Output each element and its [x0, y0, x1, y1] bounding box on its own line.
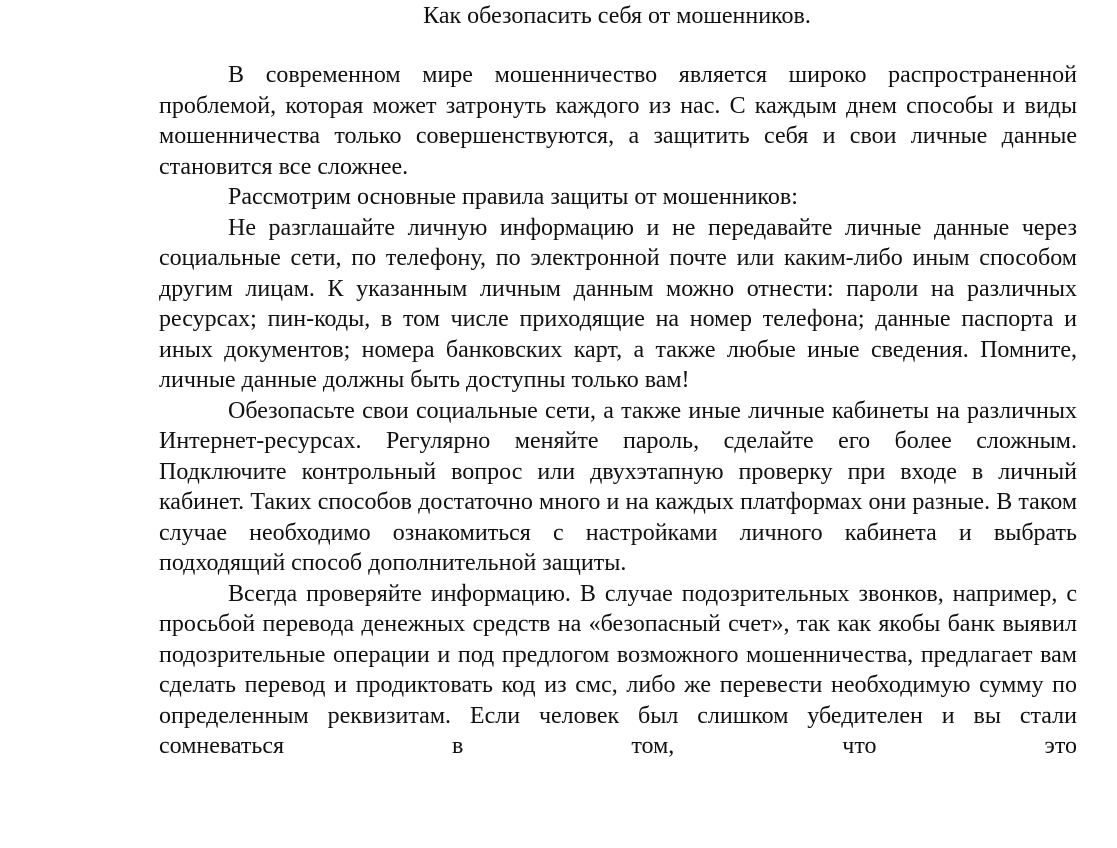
document-title: Как обезопасить себя от мошенников. — [423, 3, 811, 29]
paragraph-verify-information: Всегда проверяйте информацию. В случае подозрительных звонков, например, с просьбой перевода денежных средств на «безопасный счет», так как якобы банк выявил подозрительные операции и под предлогом возможного мошенничества, предлагает вам сделать перевод и продиктовать код из смс, либо же перевести необходимую сумму по определенным реквизитам. Если человек был слишком убедителен и вы стали сомневаться в том, что это — [159, 580, 1077, 759]
document-body — [159, 60, 1077, 762]
paragraph-secure-accounts: Обезопасьте свои социальные сети, а также иные личные кабинеты на различных Интернет-ресурсах. Регулярно меняйте пароль, сделайте его более сложным. Подключите контрольный вопрос или двухэтапную проверку при входе в личный кабинет. Таких способов достаточно много и на каждых платформах они разные. В таком случае необходимо ознакомиться с настройками личного кабинета и выбрать подходящий способ дополнительной защиты. — [159, 397, 1077, 576]
paragraph-intro: В современном мире мошенничество является широко распространенной проблемой, которая может затронуть каждого из нас. С каждым днем способы и виды мошенничества только совершенствуются, а защитить себя и свои личные данные становится все сложнее. — [159, 62, 1077, 180]
paragraph-personal-data: Не разглашайте личную информацию и не передавайте личные данные через социальные сети, по телефону, по электронной почте или каким-либо иным способом другим лицам. К указанным личным данным можно отнести: пароли на различных ресурсах; пин-коды, в том числе приходящие на номер телефона; данные паспорта и иных документов; номера банковских карт, а также любые иные сведения. Помните, личные данные должны быть доступны только вам! — [159, 214, 1077, 393]
paragraph-rules-heading: Рассмотрим основные правила защиты от мошенников: — [228, 184, 798, 210]
